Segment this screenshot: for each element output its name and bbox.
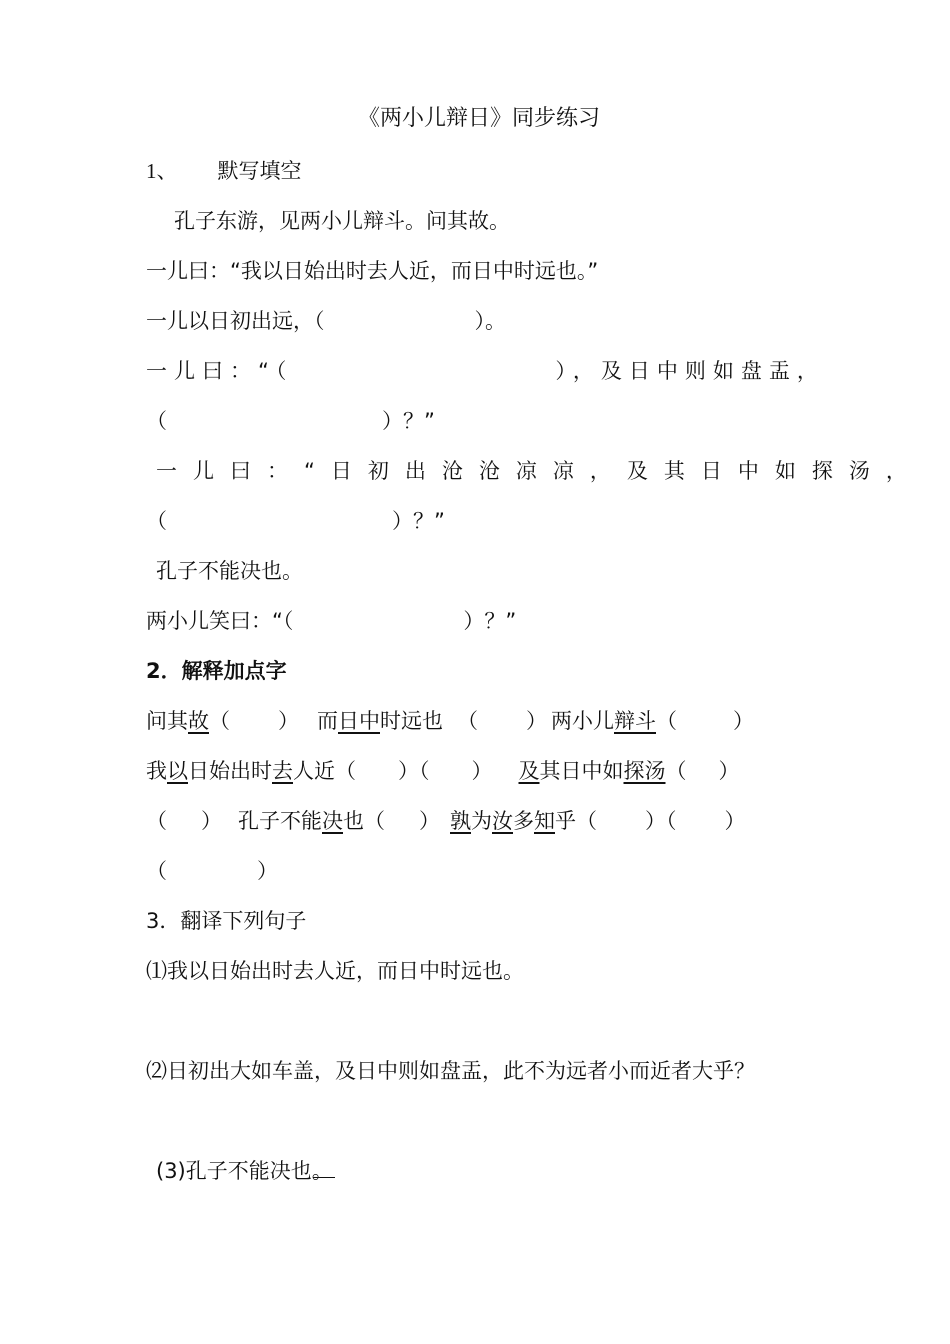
marked-word: 及: [518, 759, 540, 783]
section3-heading: 3．翻译下列句子: [146, 909, 307, 933]
fill-line-4: [146, 506, 445, 536]
text: 多: [513, 809, 534, 833]
fill-line-4-start: （: [146, 509, 167, 533]
fill-line-3: [146, 406, 435, 436]
section1-title: 默写填空: [217, 159, 302, 183]
fill-line-1-start: 一儿以日初出远，（: [146, 309, 325, 333]
explain-row-2: [146, 756, 740, 786]
explain-row-1: [146, 706, 754, 736]
text: 其日中如: [539, 759, 624, 783]
paren-close: ）: [724, 809, 746, 833]
paren-open: （: [335, 759, 356, 783]
text: 两小儿: [551, 709, 614, 733]
paren-close: ）: [718, 759, 740, 783]
passage-line-3: 一儿曰：“日初出沧沧凉凉，及其日中如探汤，: [156, 459, 923, 483]
paren-open: （: [665, 759, 687, 783]
translate-item-3-text: (3)孔子不能决也。: [156, 1159, 333, 1183]
fill-line-2-end: ），及日中则如盘盂，: [555, 359, 825, 383]
page-title: 《两小儿辩日》同步练习: [358, 106, 601, 131]
paren-open: （: [146, 809, 167, 833]
translate-item-3: [156, 1156, 335, 1186]
fill-line-1: [146, 306, 506, 336]
translate-item-1: ⑴我以日始出时去人近，而日中时远也。: [146, 959, 524, 983]
text: 为: [471, 809, 492, 833]
marked-word: 日中: [338, 709, 380, 733]
paren-close: ）: [257, 859, 278, 883]
marked-word: 以: [167, 759, 188, 783]
marked-word: 孰: [450, 809, 471, 833]
text: 我: [146, 759, 167, 783]
marked-word: 故: [188, 709, 209, 733]
fill-line-5: [146, 606, 516, 636]
text: 孔子不能: [238, 809, 322, 833]
marked-word: 知: [534, 809, 555, 833]
fill-line-3-start: （: [146, 409, 167, 433]
fill-line-3-end: ）？”: [382, 409, 435, 433]
text: 问其: [146, 709, 188, 733]
paren-close: ）: [471, 759, 493, 783]
text: 日始出时: [188, 759, 272, 783]
answer-underline: [313, 1159, 335, 1178]
translate-item-2: ⑵日初出大如车盖，及日中则如盘盂，此不为远者小而近者大乎？: [146, 1059, 755, 1083]
passage-line-2: 一儿曰：“我以日始出时去人近，而日中时远也。”: [146, 259, 599, 283]
marked-word: 汝: [492, 809, 513, 833]
paren-close: ）: [526, 709, 547, 733]
fill-line-2-start: 一儿曰：“（: [146, 359, 294, 383]
paren-open: （: [364, 809, 385, 833]
section1-number: 1、: [146, 159, 178, 183]
paren-pair: ）（: [398, 759, 430, 783]
passage-line-1: 孔子东游，见两小儿辩斗。问其故。: [174, 209, 510, 233]
marked-word: 决: [322, 809, 343, 833]
fill-line-5-start: 两小儿笑曰：“（: [146, 609, 294, 633]
fill-line-4-end: ）？”: [392, 509, 445, 533]
text: 也: [343, 809, 364, 833]
paren-open: （: [656, 709, 677, 733]
section2-heading: 2．解释加点字: [146, 659, 287, 683]
paren-close: ）: [278, 709, 299, 733]
section1-heading: [146, 156, 302, 186]
marked-word: 辩斗: [614, 709, 656, 733]
fill-line-2: [146, 356, 825, 386]
fill-line-1-end: ）。: [474, 309, 506, 333]
paren-close: ）: [201, 809, 222, 833]
text: 时远也: [380, 709, 443, 733]
text: 而: [317, 709, 338, 733]
text: 乎: [555, 809, 576, 833]
paren-close: ）: [419, 809, 440, 833]
paren-open: （: [146, 859, 167, 883]
text: 人近: [293, 759, 335, 783]
marked-word: 探汤: [623, 759, 666, 783]
paren-pair: ）（: [645, 809, 677, 833]
passage-line-4: 孔子不能决也。: [156, 559, 303, 583]
marked-word: 去: [272, 759, 293, 783]
explain-row-3: [146, 806, 746, 836]
paren-open: （: [457, 709, 478, 733]
paren-open: （: [209, 709, 230, 733]
paren-close: ）: [733, 709, 754, 733]
fill-line-5-end: ）？”: [463, 609, 517, 633]
explain-row-4: [146, 856, 278, 886]
paren-open: （: [576, 809, 597, 833]
